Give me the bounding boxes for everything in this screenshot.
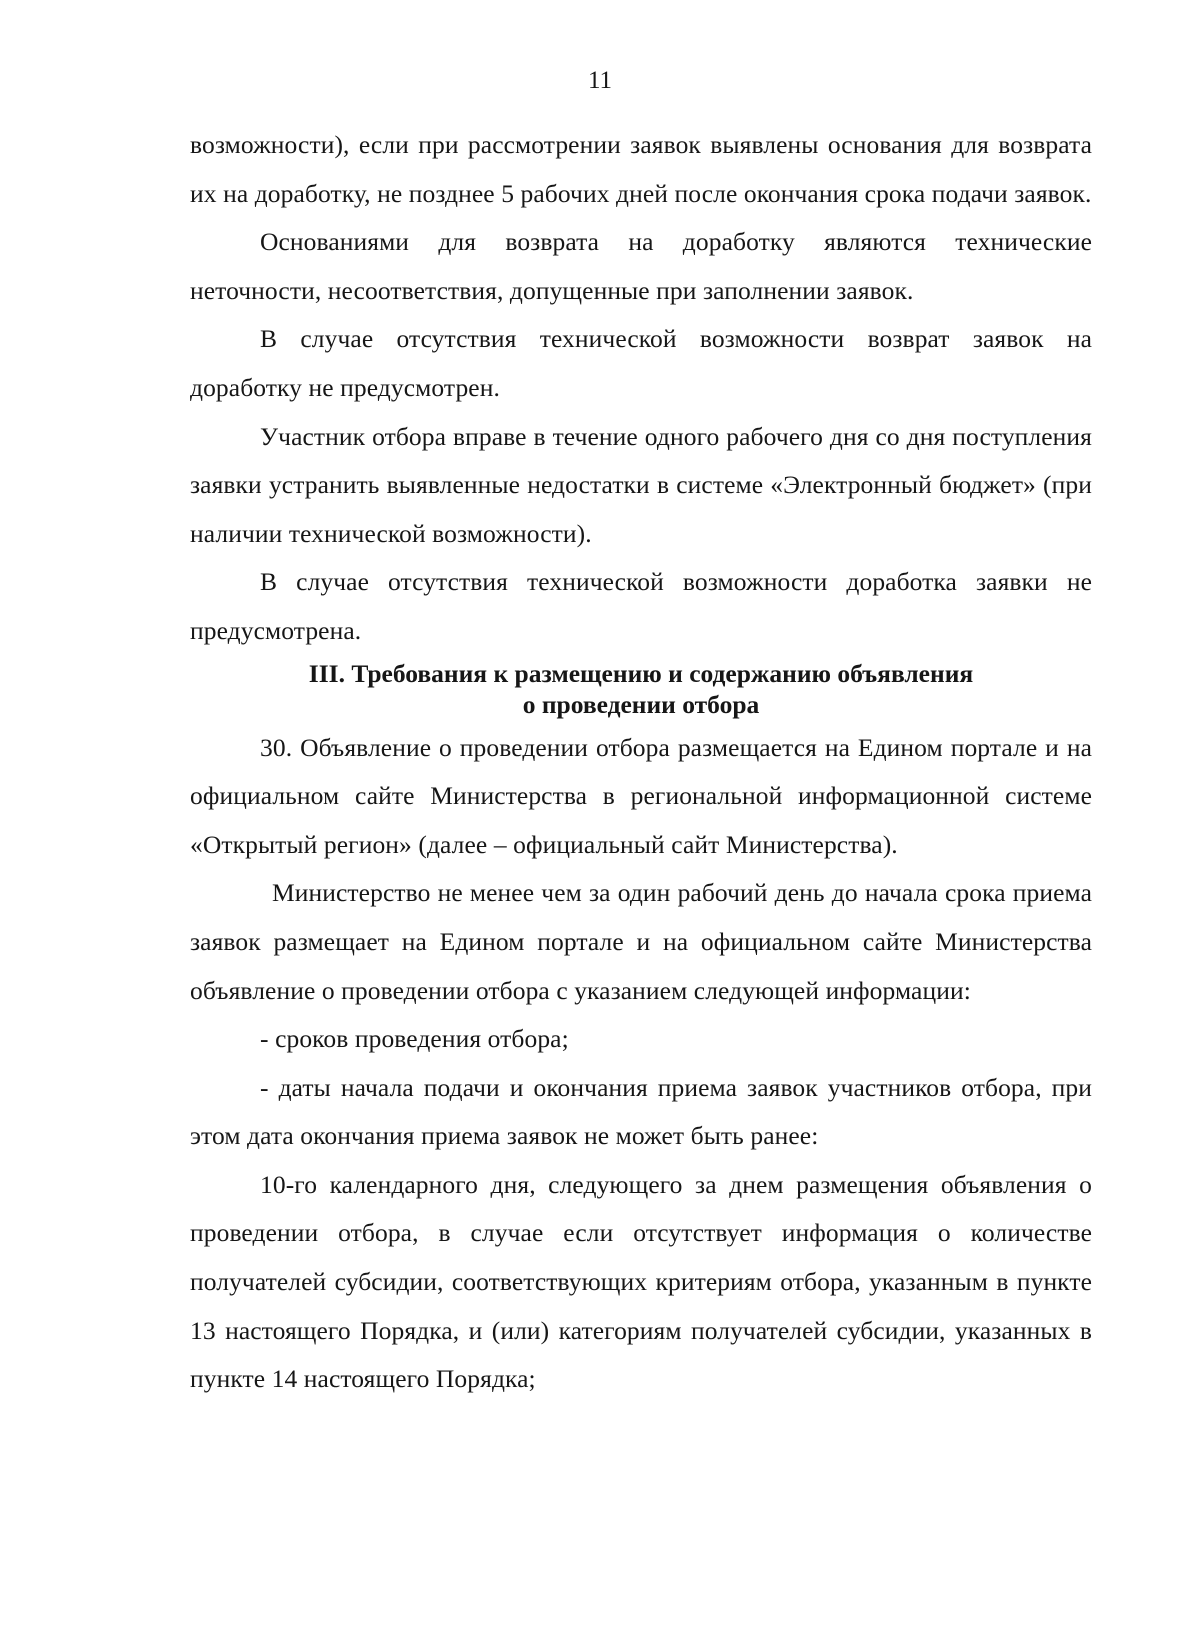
section-heading-line-2: о проведении отбора	[522, 689, 760, 719]
paragraph-clause-30: 30. Объявление о проведении отбора размещается на Едином портале и на официальном сайте Министерства в региональной информационной системе «Открытый регион» (далее – официальный сайт Министерства).	[190, 732, 1092, 859]
paragraph-no-revision: В случае отсутствия технической возможности доработка заявки не предусмотрена.	[190, 567, 1092, 645]
paragraph-participant-rights: Участник отбора вправе в течение одного рабочего дня со дня поступления заявки устранить выявленные недостатки в системе «Электронный бюджет» (при наличии технической возможности).	[190, 421, 1092, 548]
section-heading-line-1: III. Требования к размещению и содержанию объявления	[308, 658, 974, 688]
paragraph-ministry-announcement: Министерство не менее чем за один рабочий день до начала срока приема заявок размещает на Едином портале и на официальном сайте Министерства объявление о проведении отбора с указанием следующей информации:	[190, 878, 1092, 1005]
paragraph-no-return: В случае отсутствия технической возможности возврат заявок на доработку не предусмотрен.	[190, 324, 1092, 402]
paragraph-return-grounds: Основаниями для возврата на доработку являются технические неточности, несоответствия, допущенные при заполнении заявок.	[190, 227, 1092, 305]
list-item-application-dates: - даты начала подачи и окончания приема заявок участников отбора, при этом дата окончания приема заявок не может быть ранее:	[190, 1072, 1092, 1151]
document-body	[190, 121, 1092, 1404]
page-number: 11	[587, 67, 613, 94]
list-item-selection-terms: - сроков проведения отбора;	[260, 1024, 569, 1054]
section-heading	[190, 658, 1092, 720]
paragraph-tenth-day: 10-го календарного дня, следующего за днем размещения объявления о проведении отбора, в случае если отсутствует информация о количестве получателей субсидии, соответствующих критериям отбора, указанным в пункте 13 настоящего Порядка, и (или) категориям получателей субсидии, указанных в пункте 14 настоящего Порядка;	[190, 1169, 1092, 1394]
paragraph-continuation: возможности), если при рассмотрении заявок выявлены основания для возврата их на доработку, не позднее 5 рабочих дней после окончания срока подачи заявок.	[190, 130, 1092, 208]
